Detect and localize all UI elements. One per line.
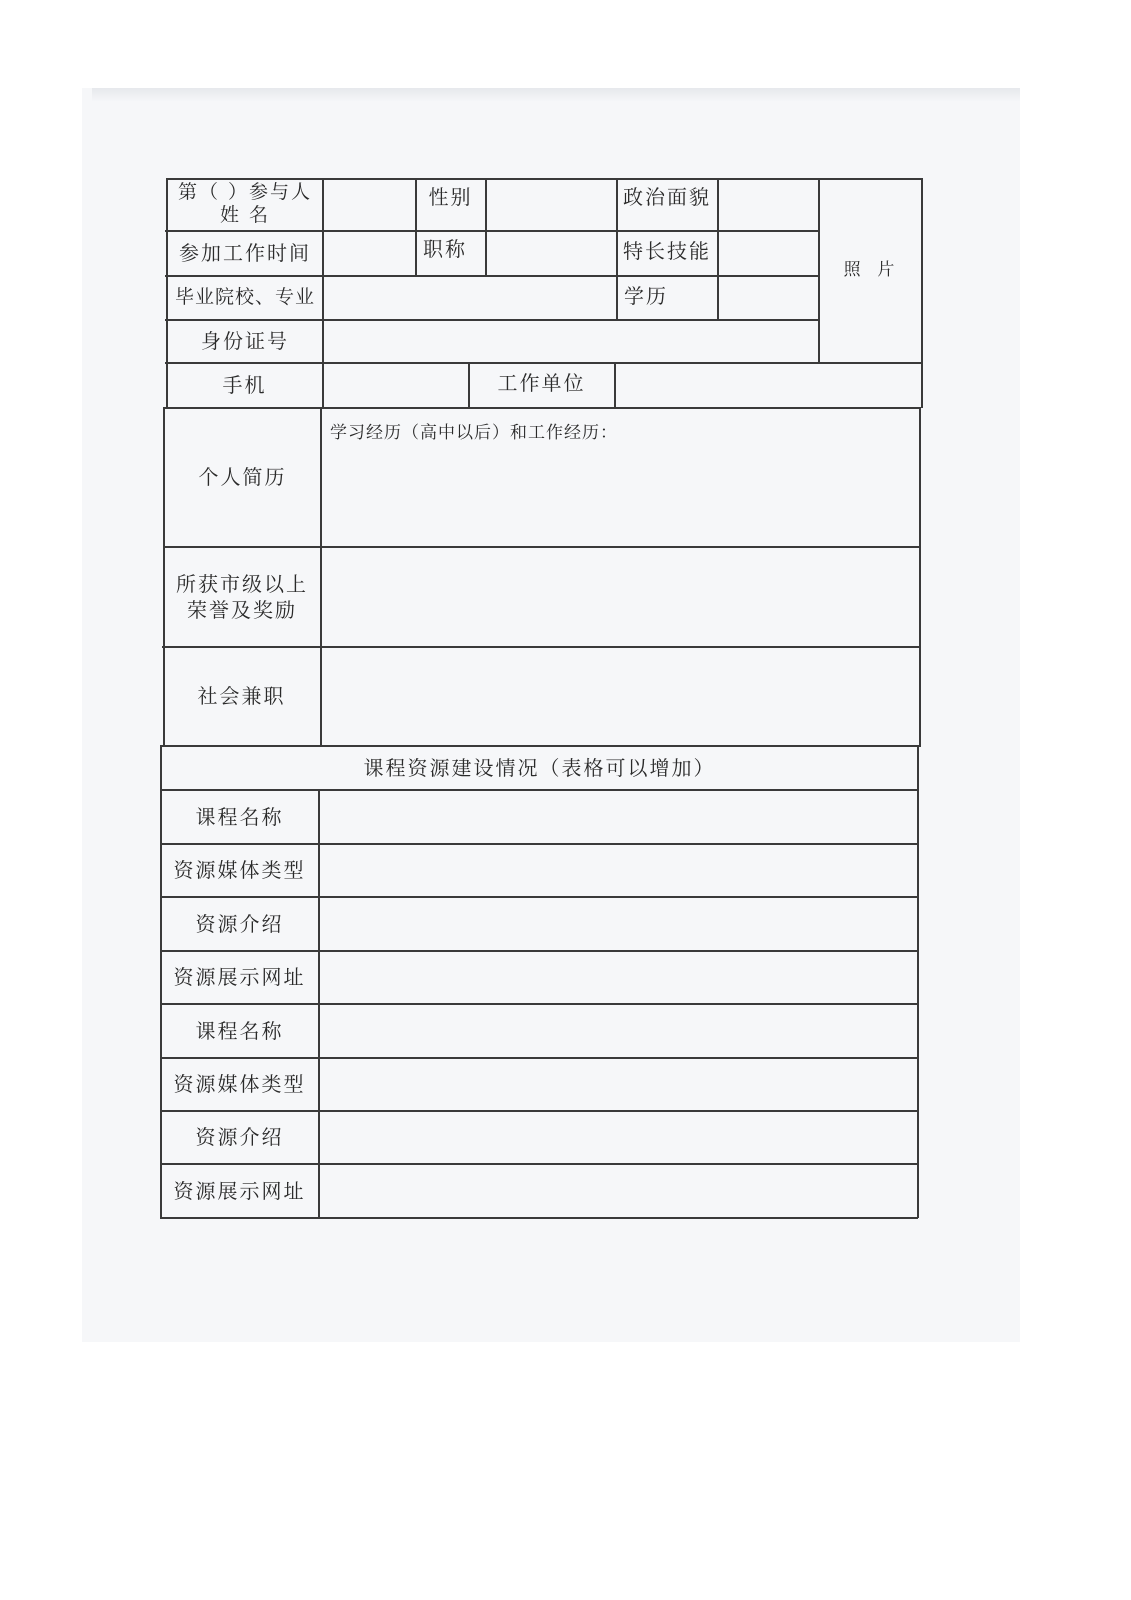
participant-name-label <box>168 178 322 230</box>
id-number-field[interactable] <box>323 320 818 362</box>
course-row-label <box>161 790 318 843</box>
media-type-label: 资源媒体类型 <box>173 858 306 882</box>
grid-line <box>919 407 921 747</box>
grid-line <box>160 1217 918 1219</box>
grid-line <box>917 745 919 1218</box>
participant-name-field[interactable] <box>323 179 415 230</box>
social-roles-field[interactable] <box>321 647 919 745</box>
scan-edge <box>92 88 1020 102</box>
course-name-label: 课程名称 <box>195 804 284 829</box>
course-row-field[interactable] <box>319 790 917 843</box>
honors-field[interactable] <box>321 547 919 646</box>
resource-intro-label: 资源介绍 <box>195 1125 284 1149</box>
gender-field[interactable] <box>486 179 616 230</box>
course-row-field[interactable] <box>319 1164 917 1217</box>
school-label-text: 毕业院校、专业 <box>174 286 315 309</box>
course-row-label <box>161 1111 318 1163</box>
id-label-text: 身份证号 <box>201 329 289 353</box>
school-major-label <box>168 276 322 319</box>
phone-label-text: 手机 <box>222 373 267 397</box>
media-type-label: 资源媒体类型 <box>173 1072 306 1096</box>
title-field[interactable] <box>486 231 616 275</box>
resource-url-label: 资源展示网址 <box>173 1178 306 1203</box>
skill-label <box>617 231 717 271</box>
gender-label <box>416 178 485 216</box>
school-major-field[interactable] <box>323 276 616 319</box>
employer-label <box>469 363 614 403</box>
work-start-label-text: 参加工作时间 <box>179 241 311 265</box>
resume-label-text: 个人简历 <box>198 465 287 489</box>
course-row-field[interactable] <box>319 1111 917 1163</box>
work-start-label <box>168 231 322 275</box>
participant-label-line1: 第（ ）参与人 <box>177 181 313 204</box>
course-row-field[interactable] <box>319 1058 917 1110</box>
social-roles-label <box>163 647 320 745</box>
phone-field[interactable] <box>323 363 468 407</box>
course-row-field[interactable] <box>319 844 917 896</box>
honors-label <box>164 547 320 646</box>
resource-url-label: 资源展示网址 <box>173 965 306 989</box>
course-row-label <box>161 1004 318 1057</box>
political-status-field[interactable] <box>718 179 818 230</box>
photo-box[interactable] <box>819 179 921 362</box>
political-status-label <box>617 178 717 216</box>
course-row-field[interactable] <box>319 897 917 950</box>
political-label-text: 政治面貌 <box>623 185 711 209</box>
course-row-label <box>161 1164 318 1217</box>
employer-label-text: 工作单位 <box>497 371 586 395</box>
course-row-label <box>161 897 318 950</box>
resource-intro-label: 资源介绍 <box>195 911 284 936</box>
section-title-text: 课程资源建设情况（表格可以增加） <box>363 755 716 780</box>
title-label <box>416 231 474 267</box>
resume-note: 学习经历（高中以后）和工作经历： <box>330 423 618 443</box>
phone-label <box>167 363 322 407</box>
gender-label-text: 性别 <box>428 185 473 209</box>
course-row-field[interactable] <box>319 951 917 1003</box>
photo-label: 照 片 <box>843 260 897 281</box>
participant-label-line2: 姓 名 <box>219 204 271 226</box>
section-title <box>161 746 918 789</box>
work-start-field[interactable] <box>323 231 415 275</box>
grid-line <box>921 178 923 408</box>
honors-label-line2: 荣誉及奖励 <box>187 597 297 622</box>
skill-field[interactable] <box>718 231 818 275</box>
education-field[interactable] <box>718 276 818 319</box>
skill-label-text: 特长技能 <box>623 239 711 263</box>
honors-label-line1: 所获市级以上 <box>176 571 308 596</box>
social-label-text: 社会兼职 <box>197 684 286 708</box>
course-row-label <box>161 844 318 896</box>
resume-label <box>165 408 320 546</box>
title-label-text: 职称 <box>423 237 467 261</box>
education-label <box>617 276 675 316</box>
employer-field[interactable] <box>615 363 921 407</box>
course-row-field[interactable] <box>319 1004 917 1057</box>
course-row-label <box>161 951 318 1003</box>
education-label-text: 学历 <box>624 284 668 308</box>
course-name-label: 课程名称 <box>195 1018 284 1043</box>
course-row-label <box>161 1058 318 1110</box>
id-number-label <box>168 320 322 362</box>
